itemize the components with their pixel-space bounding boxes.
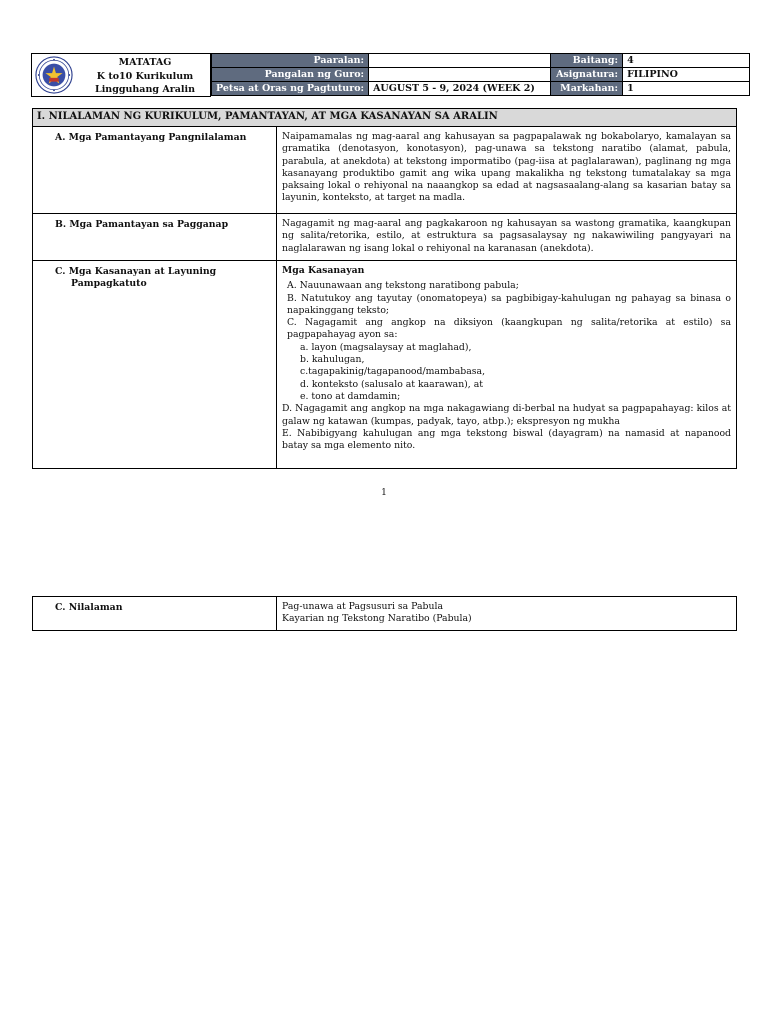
row-label: A. Mga Pamantayang Pangnilalaman (33, 127, 277, 214)
header-logo-box (31, 53, 211, 97)
header-org-text (80, 56, 210, 97)
row-label-line: C. Mga Kasanayan at Layuning (55, 266, 217, 277)
row-content (277, 261, 737, 469)
competency-item: c.tagapakinig/tagapanood/mambabasa, (300, 366, 486, 378)
competency-item: B. Natutukoy ang tayutay (onomatopeya) sa pagbibigay-kahulugan ng pahayag sa binasa o napakinggang teksto; (287, 292, 731, 316)
date-value[interactable]: AUGUST 5 - 9, 2024 (WEEK 2) (369, 82, 551, 96)
header-fields-table (211, 53, 750, 96)
curriculum-table (32, 126, 737, 469)
table-row (33, 214, 737, 261)
row-label: B. Mga Pamantayan sa Pagganap (33, 214, 277, 261)
table-row (33, 261, 737, 469)
row-label-line: Pampagkatuto (71, 278, 147, 290)
competency-item: E. Nabibigyang kahulugan ang mga tekstong biswal (dayagram) na namasid at napanood batay sa mga elemento nito. (282, 427, 731, 452)
row-content (277, 597, 737, 631)
competency-item: d. konteksto (salusalo at kaarawan), at (300, 378, 483, 390)
school-value[interactable] (369, 54, 551, 68)
competency-item: C. Nagagamit ang angkop na diksiyon (kaangkupan ng salita/retorika at estilo) sa pagpapahayag ayon sa: (287, 317, 731, 341)
content-line: Kayarian ng Tekstong Naratibo (Pabula) (282, 613, 472, 625)
row-content: Nagagamit ng mag-aaral ang pagkakaroon ng kahusayan sa wastong gramatika, kaangkupan ng salita/retorika, estilo, at estruktura sa pagsasalaysay ng nakawiwiling pangyayari na naglalarawan ng isang lokal o rehiyonal na karanasan (anekdota). (277, 214, 737, 261)
quarter-value[interactable]: 1 (623, 82, 750, 96)
grade-label: Baitang: (551, 54, 623, 68)
teacher-label: Pangalan ng Guro: (212, 68, 369, 82)
competency-list (282, 280, 731, 452)
table-row (33, 127, 737, 214)
row-label (33, 261, 277, 469)
page-number: 1 (381, 488, 387, 498)
row-content: Naipamamalas ng mag-aaral ang kahusayan sa pagpapalawak ng bokabolaryo, kamalayan sa gramatika (denotasyon, konotasyon), pag-unawa sa tekstong naratibo (alamat, pabula, parabula, at anekdota) at tekstong impormatibo (pag-iisa at paglalarawan), paglinang ng mga kasanayang produktibo gamit ang wika upang makalikha ng tekstong tumatalakay sa mga paksaing lokal o rehiyonal na naaangkop sa edad at nagsasaalang-alang sa kasarian batay sa layunin, konteksto, at target na madla. (277, 127, 737, 214)
school-label: Paaralan: (212, 54, 369, 68)
date-label: Petsa at Oras ng Pagtuturo: (212, 82, 369, 96)
deped-seal-icon (35, 56, 73, 94)
table-row (33, 597, 737, 631)
competencies-title: Mga Kasanayan (282, 265, 365, 276)
competency-item: b. kahulugan, (300, 354, 365, 366)
competency-item: D. Nagagamit ang angkop na mga nakagawiang di-berbal na hudyat sa pagpapahayag: kilos at galaw ng katawan (kumpas, padyak, tayo, atbp.); ekspresyon ng mukha (282, 403, 731, 427)
header-org-line: MATATAG (118, 57, 172, 68)
header-org-line: K to10 Kurikulum (96, 70, 194, 82)
content-table (32, 596, 737, 631)
competency-item: a. layon (magsalaysay at maglahad), (300, 341, 472, 353)
teacher-value[interactable] (369, 68, 551, 82)
content-line: Pag-unawa at Pagsusuri sa Pabula (282, 601, 444, 612)
competency-item: A. Nauunawaan ang tekstong naratibong pabula; (287, 280, 519, 292)
section-title: I. NILALAMAN NG KURIKULUM, PAMANTAYAN, AT MGA KASANAYAN SA ARALIN (32, 108, 737, 127)
subject-label: Asignatura: (551, 68, 623, 82)
row-label: C. Nilalaman (33, 597, 277, 631)
subject-value[interactable]: FILIPINO (623, 68, 750, 82)
grade-value[interactable]: 4 (623, 54, 750, 68)
header-org-line: Lingguhang Aralin (95, 84, 195, 95)
quarter-label: Markahan: (551, 82, 623, 96)
competency-item: e. tono at damdamin; (300, 390, 401, 402)
